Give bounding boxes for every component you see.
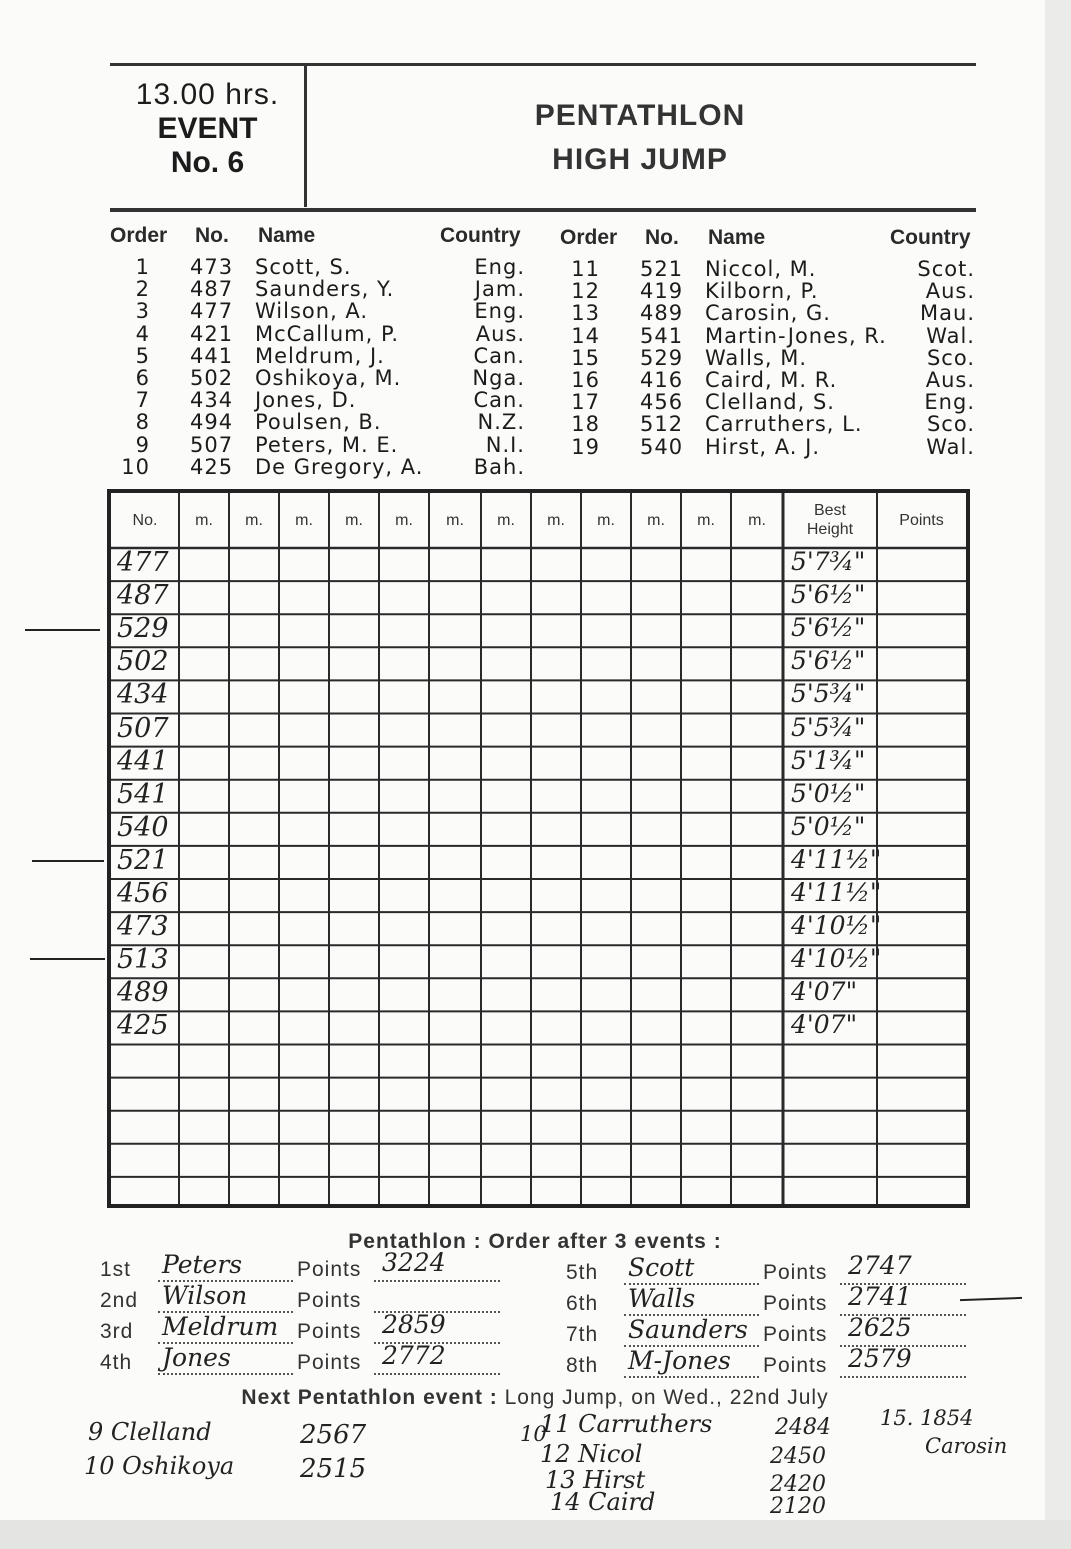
- roster-country: Nga.: [472, 366, 525, 390]
- grid-m-label: m.: [497, 512, 515, 529]
- roster-number: 502: [190, 366, 234, 390]
- roster-row: [110, 322, 530, 344]
- roster-row: [560, 412, 980, 437]
- standing-position: 7th: [566, 1323, 599, 1346]
- handwritten-best-height: 5'6½": [791, 580, 866, 610]
- next-event-label: Next Pentathlon event :: [241, 1386, 498, 1409]
- handwritten-note: 10 Oshikoya: [84, 1452, 235, 1480]
- col-country-header: Country: [440, 224, 521, 247]
- points-label: Points: [297, 1289, 362, 1312]
- handwritten-competitor-number: 502: [117, 646, 169, 678]
- roster-athlete-name: Carosin, G.: [705, 301, 831, 326]
- handwritten-best-height: 4'10½": [791, 944, 882, 974]
- grid-m-label: m.: [195, 512, 213, 529]
- grid-m-label: m.: [697, 512, 715, 529]
- grid-m-label: m.: [748, 512, 766, 529]
- roster-country: Wal.: [926, 434, 975, 459]
- roster-country: Aus.: [925, 368, 975, 392]
- handwritten-competitor-number: 529: [117, 613, 169, 645]
- roster-order: 8: [135, 410, 150, 435]
- grid-header-attempt: [681, 493, 731, 548]
- event-number: No. 6: [170, 146, 245, 179]
- grid-header-attempt: [229, 493, 279, 548]
- grid-points-label: Points: [899, 512, 944, 529]
- margin-dash: [32, 860, 104, 862]
- grid-header-attempt: [631, 493, 681, 548]
- roster-order: 18: [571, 412, 600, 437]
- grid-header-attempt: [429, 493, 481, 548]
- roster-order: 17: [571, 390, 600, 415]
- roster-order: 16: [571, 368, 600, 392]
- roster-athlete-name: Scott, S.: [255, 255, 352, 279]
- handwritten-note: 11 Carruthers: [540, 1410, 713, 1438]
- roster-country: Scot.: [917, 257, 975, 281]
- handwritten-points: 2772: [382, 1341, 446, 1370]
- grid-m-label: m.: [395, 512, 413, 529]
- handwritten-note-value: 2120: [770, 1494, 826, 1519]
- grid-m-label: m.: [295, 512, 313, 529]
- roster-row: [560, 301, 980, 326]
- points-label: Points: [763, 1354, 828, 1377]
- roster-number: 489: [640, 301, 684, 326]
- roster-number: 540: [640, 434, 684, 459]
- handwritten-best-height: 5'6½": [791, 613, 866, 643]
- next-event-detail: Long Jump, on Wed., 22nd July: [504, 1386, 829, 1409]
- handwritten-best-height: 4'11½": [791, 878, 882, 907]
- roster-athlete-name: Saunders, Y.: [255, 277, 395, 302]
- handwritten-name: Peters: [162, 1250, 243, 1279]
- roster-athlete-name: McCallum, P.: [255, 321, 400, 346]
- handwritten-note: 9 Clelland: [88, 1418, 212, 1446]
- handwritten-points: 2579: [848, 1344, 912, 1373]
- handwritten-best-height: 5'7¾": [791, 547, 866, 576]
- roster-order: 10: [121, 454, 150, 479]
- roster-country: Eng.: [924, 390, 975, 415]
- roster-row: [560, 324, 980, 346]
- roster-order: 6: [135, 366, 150, 390]
- roster-number: 473: [190, 255, 234, 279]
- points-label: Points: [763, 1323, 828, 1346]
- handwritten-competitor-number: 487: [117, 580, 169, 612]
- grid-m-label: m.: [647, 512, 665, 529]
- roster-order: 5: [135, 343, 150, 368]
- header-top-rule: [110, 63, 976, 66]
- grid-m-label: m.: [245, 512, 263, 529]
- handwritten-best-height: 4'07": [791, 1010, 858, 1040]
- handwritten-best-height: 5'0½": [791, 778, 866, 808]
- roster-athlete-name: Kilborn, P.: [705, 279, 819, 304]
- roster-athlete-name: Jones, D.: [255, 388, 357, 413]
- handwritten-competitor-number: 477: [117, 547, 169, 578]
- handwritten-name: M-Jones: [628, 1346, 731, 1375]
- roster-number: 494: [190, 410, 234, 435]
- roster-country: Sco.: [926, 412, 975, 437]
- roster-order: 4: [135, 321, 150, 346]
- margin-dash: [30, 958, 105, 960]
- grid-header-points: [877, 493, 966, 548]
- handwritten-note: Carosin: [925, 1434, 1008, 1458]
- handwritten-points: 2747: [848, 1251, 912, 1280]
- results-grid: [107, 489, 970, 1208]
- roster-athlete-name: Niccol, M.: [705, 257, 817, 281]
- event-label: EVENT: [157, 112, 258, 145]
- roster-order: 11: [571, 257, 600, 281]
- points-label: Points: [297, 1351, 362, 1374]
- handwritten-name: Jones: [162, 1343, 231, 1372]
- roster-country: Can.: [473, 343, 525, 368]
- handwritten-best-height: 4'11½": [791, 844, 882, 874]
- handwritten-points: 2741: [848, 1282, 912, 1311]
- roster-country: Eng.: [474, 255, 525, 279]
- handwritten-competitor-number: 441: [117, 745, 169, 777]
- handwritten-points: 2859: [382, 1310, 446, 1339]
- standing-position: 5th: [566, 1261, 599, 1284]
- roster-right: [560, 226, 980, 466]
- roster-row: [110, 255, 530, 277]
- roster-order: 3: [135, 299, 150, 324]
- roster-row: [110, 433, 530, 455]
- handwritten-name: Scott: [628, 1253, 695, 1282]
- handwritten-note: 14 Caird: [550, 1488, 656, 1516]
- points-label: Points: [763, 1292, 828, 1315]
- roster-order: 1: [135, 255, 150, 279]
- handwritten-competitor-number: 434: [117, 679, 169, 711]
- standing-position: 2nd: [100, 1289, 139, 1312]
- handwritten-name: Saunders: [628, 1315, 748, 1344]
- col-country-header: Country: [890, 226, 971, 249]
- handwritten-best-height: 5'5¾": [791, 712, 866, 742]
- roster-row: [560, 279, 980, 304]
- grid-m-label: m.: [446, 512, 464, 529]
- grid-no-label: No.: [132, 512, 158, 529]
- handwritten-points: 2625: [848, 1313, 912, 1342]
- roster-order: 19: [571, 434, 600, 459]
- handwritten-name: Wilson: [162, 1281, 248, 1310]
- grid-header-attempt: [179, 493, 229, 548]
- handwritten-competitor-number: 473: [117, 911, 169, 943]
- roster-athlete-name: Poulsen, B.: [255, 410, 382, 435]
- roster-number: 425: [190, 454, 234, 479]
- roster-row: [560, 257, 980, 279]
- roster-row: [560, 368, 980, 390]
- grid-m-label: m.: [597, 512, 615, 529]
- roster-number: 477: [190, 299, 234, 324]
- handwritten-best-height: 5'5¾": [791, 679, 866, 709]
- roster-number: 529: [640, 345, 684, 370]
- roster-athlete-name: Oshikoya, M.: [255, 366, 402, 390]
- roster-number: 512: [640, 412, 684, 437]
- standings-title: Pentathlon : Order after 3 events :: [348, 1230, 722, 1253]
- roster-order: 2: [135, 277, 150, 302]
- handwritten-name: Meldrum: [162, 1312, 279, 1341]
- roster-athlete-name: Caird, M. R.: [705, 368, 838, 392]
- handwritten-note-value: 2515: [300, 1454, 367, 1484]
- roster-athlete-name: Hirst, A. J.: [705, 434, 821, 459]
- roster-country: Aus.: [475, 321, 525, 346]
- roster-country: Aus.: [925, 279, 975, 304]
- handwritten-competitor-number: 425: [117, 1010, 169, 1042]
- handwritten-competitor-number: 489: [117, 977, 169, 1009]
- roster-athlete-name: Martin-Jones, R.: [705, 323, 887, 348]
- grid-header-attempt: [279, 493, 329, 548]
- roster-athlete-name: Walls, M.: [705, 345, 808, 370]
- roster-row: [110, 344, 530, 366]
- standing-position: 3rd: [100, 1320, 134, 1343]
- roster-country: Jam.: [474, 277, 525, 302]
- roster-order: 9: [135, 432, 150, 457]
- handwritten-name: Walls: [628, 1284, 696, 1313]
- col-name-header: Name: [258, 224, 316, 247]
- roster-number: 521: [640, 257, 684, 281]
- handwritten-note-value: 2567: [300, 1420, 367, 1450]
- roster-country: N.Z.: [477, 410, 525, 435]
- roster-row: [110, 299, 530, 324]
- col-order-header: Order: [110, 224, 168, 247]
- handwritten-note-value: 2420: [770, 1472, 826, 1497]
- col-no-header: No.: [195, 224, 229, 247]
- handwritten-points: 3224: [382, 1248, 446, 1277]
- roster-order: 13: [571, 301, 600, 326]
- event-title-line2: HIGH JUMP: [552, 143, 728, 176]
- roster-row: [110, 277, 530, 302]
- grid-header-attempt: [531, 493, 581, 548]
- handwritten-competitor-number: 507: [117, 712, 169, 744]
- roster-row: [110, 366, 530, 388]
- event-title: [420, 94, 860, 182]
- roster-order: 12: [571, 279, 600, 304]
- standing-position: 6th: [566, 1292, 599, 1315]
- handwritten-note: 13 Hirst: [545, 1466, 646, 1494]
- handwritten-best-height: 5'1¾": [791, 745, 866, 775]
- roster-athlete-name: Carruthers, L.: [705, 412, 863, 437]
- roster-country: Can.: [473, 388, 525, 413]
- roster-athlete-name: Meldrum, J.: [255, 343, 385, 368]
- points-label: Points: [763, 1261, 828, 1284]
- header-bottom-rule: [110, 208, 976, 212]
- handwritten-best-height: 4'07": [791, 977, 858, 1007]
- roster-athlete-name: Wilson, A.: [255, 299, 369, 324]
- roster-country: Mau.: [920, 301, 975, 326]
- handwritten-competitor-number: 456: [117, 878, 169, 909]
- grid-header-best-height: [783, 493, 877, 548]
- roster-row: [560, 435, 980, 457]
- roster-athlete-name: De Gregory, A.: [255, 454, 424, 479]
- next-event-line: [100, 1386, 970, 1410]
- grid-header-attempt: [581, 493, 631, 548]
- roster-country: Wal.: [926, 323, 975, 348]
- roster-number: 541: [640, 323, 684, 348]
- roster-row: [110, 410, 530, 435]
- roster-number: 487: [190, 277, 234, 302]
- standing-position: 8th: [566, 1354, 599, 1377]
- handwritten-competitor-number: 540: [117, 811, 169, 843]
- handwritten-best-height: 4'10½": [791, 911, 882, 941]
- standing-position: 4th: [100, 1351, 133, 1374]
- roster-athlete-name: Clelland, S.: [705, 390, 835, 415]
- standing-position: 1st: [100, 1258, 132, 1281]
- roster-country: Sco.: [926, 345, 975, 370]
- roster-row: [110, 455, 530, 477]
- roster-number: 421: [190, 321, 234, 346]
- handwritten-competitor-number: 541: [117, 778, 169, 810]
- roster-order: 7: [135, 388, 150, 413]
- roster-country: Eng.: [474, 299, 525, 324]
- roster-number: 456: [640, 390, 684, 415]
- handwritten-note-value: 2450: [770, 1444, 826, 1469]
- grid-m-label: m.: [345, 512, 363, 529]
- grid-header-attempt: [731, 493, 783, 548]
- handwritten-competitor-number: 521: [117, 844, 169, 876]
- grid-height-label: Height: [806, 521, 854, 538]
- roster-row: [560, 346, 980, 368]
- margin-dash: [25, 629, 100, 631]
- grid-header-attempt: [379, 493, 429, 548]
- roster-order: 15: [571, 345, 600, 370]
- handwritten-competitor-number: 513: [117, 944, 169, 976]
- col-name-header: Name: [708, 226, 766, 249]
- handwritten-best-height: 5'0½": [791, 811, 866, 841]
- roster-row: [110, 388, 530, 413]
- roster-left: [110, 224, 540, 484]
- col-order-header: Order: [560, 226, 618, 249]
- handwritten-best-height: 5'6½": [791, 646, 866, 676]
- roster-athlete-name: Peters, M. E.: [255, 432, 399, 457]
- roster-number: 419: [640, 279, 684, 304]
- roster-number: 507: [190, 432, 234, 457]
- grid-header-no: [111, 493, 179, 548]
- points-label: Points: [297, 1258, 362, 1281]
- col-no-header: No.: [645, 226, 679, 249]
- grid-header-attempt: [481, 493, 531, 548]
- handwritten-note-value: 2484: [775, 1415, 831, 1440]
- handwritten-note: 12 Nicol: [540, 1440, 643, 1468]
- roster-number: 434: [190, 388, 234, 413]
- grid-best-label: Best: [813, 502, 846, 519]
- roster-number: 416: [640, 368, 684, 392]
- roster-order: 14: [571, 323, 600, 348]
- event-info: [110, 78, 305, 180]
- roster-country: N.I.: [485, 432, 525, 457]
- roster-number: 441: [190, 343, 234, 368]
- grid-header-attempt: [329, 493, 379, 548]
- grid-m-label: m.: [547, 512, 565, 529]
- roster-row: [560, 390, 980, 415]
- points-label: Points: [297, 1320, 362, 1343]
- handwritten-note: 10: [520, 1422, 547, 1446]
- roster-country: Bah.: [473, 454, 525, 479]
- event-time: 13.00 hrs.: [135, 78, 280, 111]
- event-title-line1: PENTATHLON: [534, 99, 746, 132]
- handwritten-note: 15. 1854: [880, 1406, 974, 1430]
